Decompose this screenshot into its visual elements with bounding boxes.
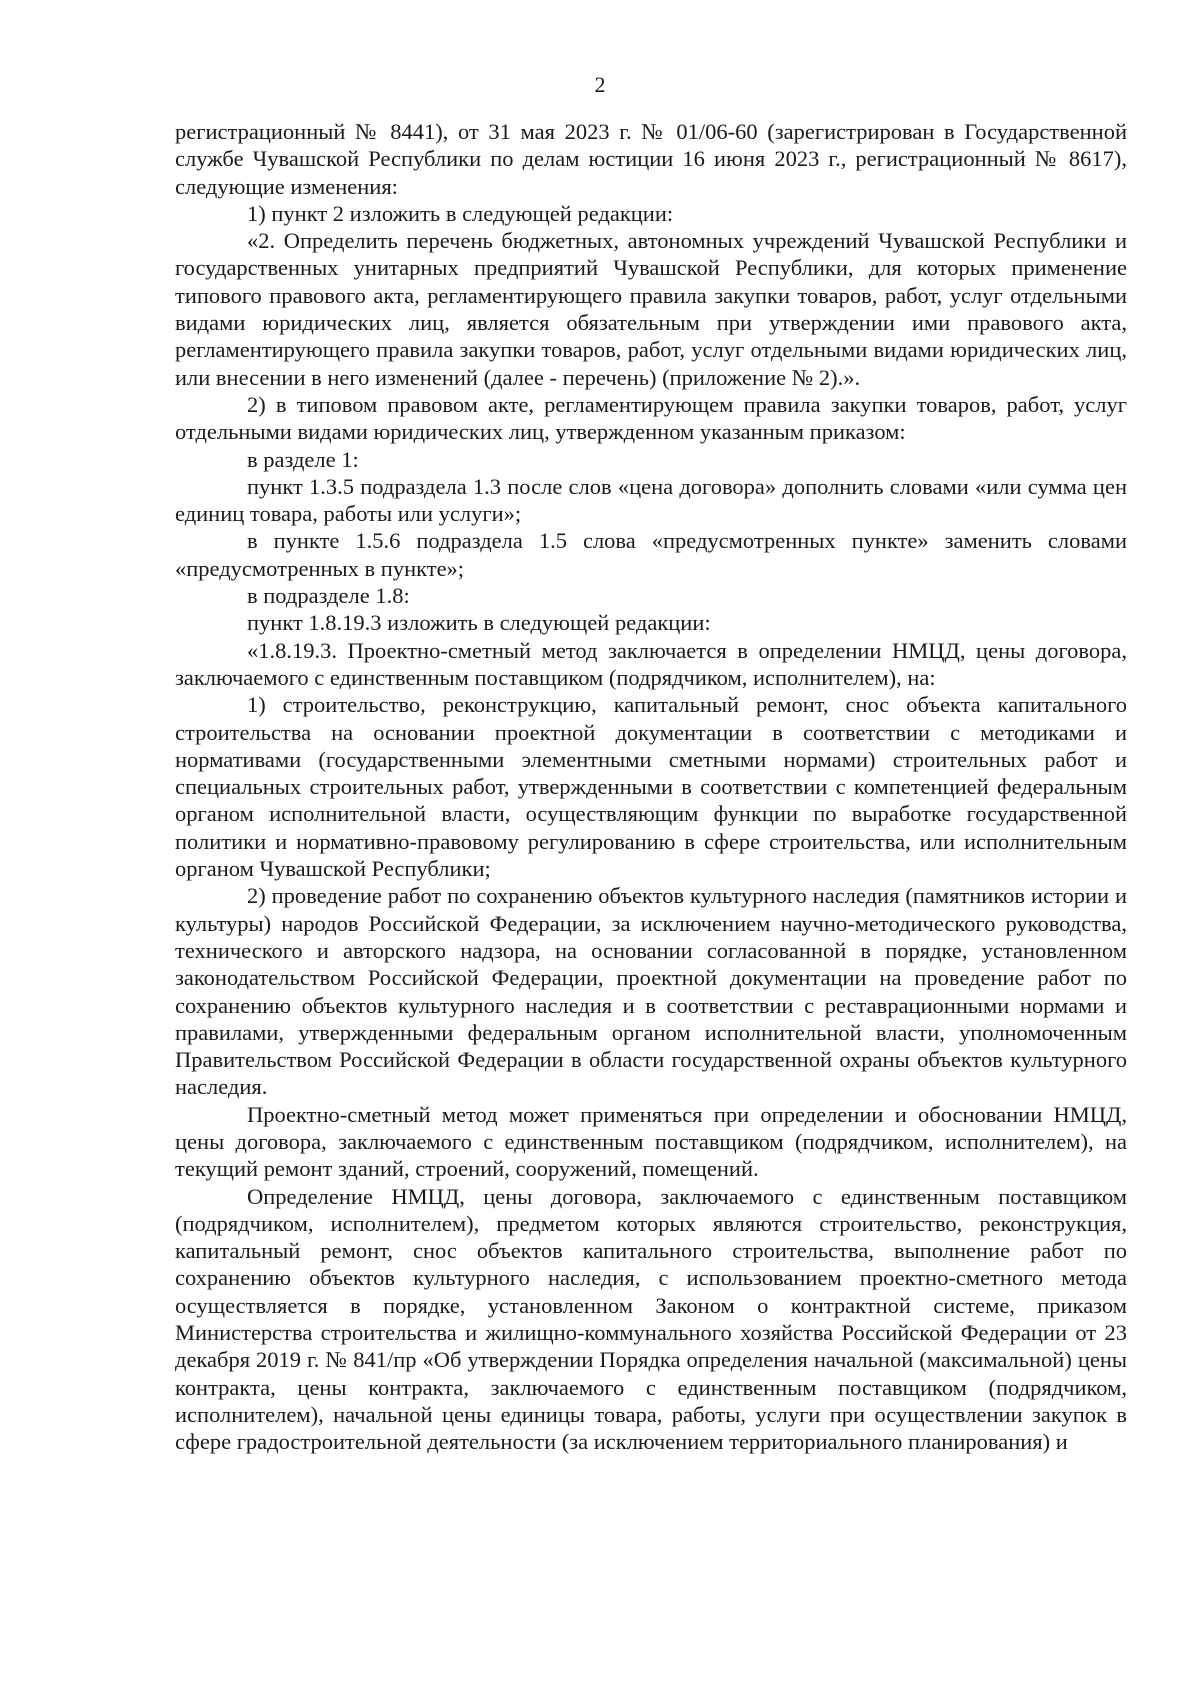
paragraph: 1) пункт 2 изложить в следующей редакции: bbox=[247, 200, 674, 226]
paragraph: в пункте 1.5.6 подраздела 1.5 слова «предусмотренных пункте» заменить словами «предусмотренных в пункте»; bbox=[175, 528, 1127, 581]
paragraph: 2) проведение работ по сохранению объектов культурного наследия (памятников истории и культуры) народов Российской Федерации, за исключением научно-методического руководства, технического и авторского надзора, на основании согласованной в порядке, установленном законодательством Российской Федерации, проектной документации на проведение работ по сохранению объектов культурного наследия и в соответствии с реставрационными нормами и правилами, утвержденными федеральным органом исполнительной власти, уполномоченным Правительством Российской Федерации в области государственной охраны объектов культурного наследия. bbox=[175, 883, 1127, 1100]
paragraph: пункт 1.8.19.3 изложить в следующей редакции: bbox=[247, 610, 711, 636]
paragraph: Проектно-сметный метод может применяться при определении и обосновании НМЦД, цены договора, заключаемого с единственным поставщиком (подрядчиком, исполнителем), на текущий ремонт зданий, строений, сооружений, помещений. bbox=[175, 1101, 1127, 1182]
paragraph: 2) в типовом правовом акте, регламентирующем правила закупки товаров, работ, услуг отдельными видами юридических лиц, утвержденном указанным приказом: bbox=[175, 391, 1127, 445]
paragraph: Определение НМЦД, цены договора, заключаемого с единственным поставщиком (подрядчиком, исполнителем), предметом которых являются строительство, реконструкция, капитальный ремонт, снос объектов капитального строительства, выполнение работ по сохранению объектов культурного наследия, с использованием проектно-сметного метода осуществляется в порядке, установленном Законом о контрактной системе, приказом Министерства строительства и жилищно-коммунального хозяйства Российской Федерации от 23 декабря 2019 г. № 841/пр «Об утверждении Порядка определения начальной (максимальной) цены контракта, цены контракта, заключаемого с единственным поставщиком (подрядчиком, исполнителем), начальной цены единицы товара, работы, услуги при осуществлении закупок в сфере градостроительной деятельности (за исключением территориального планирования) и bbox=[175, 1183, 1127, 1455]
paragraph: «2. Определить перечень бюджетных, автономных учреждений Чувашской Республики и государственных унитарных предприятий Чувашской Республики, для которых применение типового правового акта, регламентирующего правила закупки товаров, работ, услуг отдельными видами юридических лиц, является обязательным при утверждении ими правового акта, регламентирующего правила закупки товаров, работ, услуг отдельными видами юридических лиц, или внесении в него изменений (далее - перечень) (приложение № 2).». bbox=[175, 228, 1127, 390]
document-body bbox=[175, 118, 1127, 1456]
paragraph: 1) строительство, реконструкцию, капитальный ремонт, снос объекта капитального строительства на основании проектной документации в соответствии с методиками и нормативами (государственными элементными сметными нормами) строительных работ и специальных строительных работ, утвержденными в соответствии с компетенцией федеральным органом исполнительной власти, осуществляющим функции по выработке государственной политики и нормативно-правовому регулированию в сфере строительства, или исполнительным органом Чувашской Республики; bbox=[175, 692, 1127, 882]
paragraph: пункт 1.3.5 подраздела 1.3 после слов «цена договора» дополнить словами «или сумма цен единиц товара, работы или услуги»; bbox=[175, 473, 1127, 527]
paragraph: регистрационный № 8441), от 31 мая 2023 г. № 01/06-60 (зарегистрирован в Государственной службе Чувашской Республики по делам юстиции 16 июня 2023 г., регистрационный № 8617), следующие изменения: bbox=[175, 119, 1127, 199]
paragraph: в разделе 1: bbox=[247, 446, 359, 472]
paragraph: «1.8.19.3. Проектно-сметный метод заключается в определении НМЦД, цены договора, заключаемого с единственным поставщиком (подрядчиком, исполнителем), на: bbox=[175, 637, 1127, 690]
page-number: 2 bbox=[594, 72, 606, 97]
paragraph: в подразделе 1.8: bbox=[247, 583, 410, 609]
